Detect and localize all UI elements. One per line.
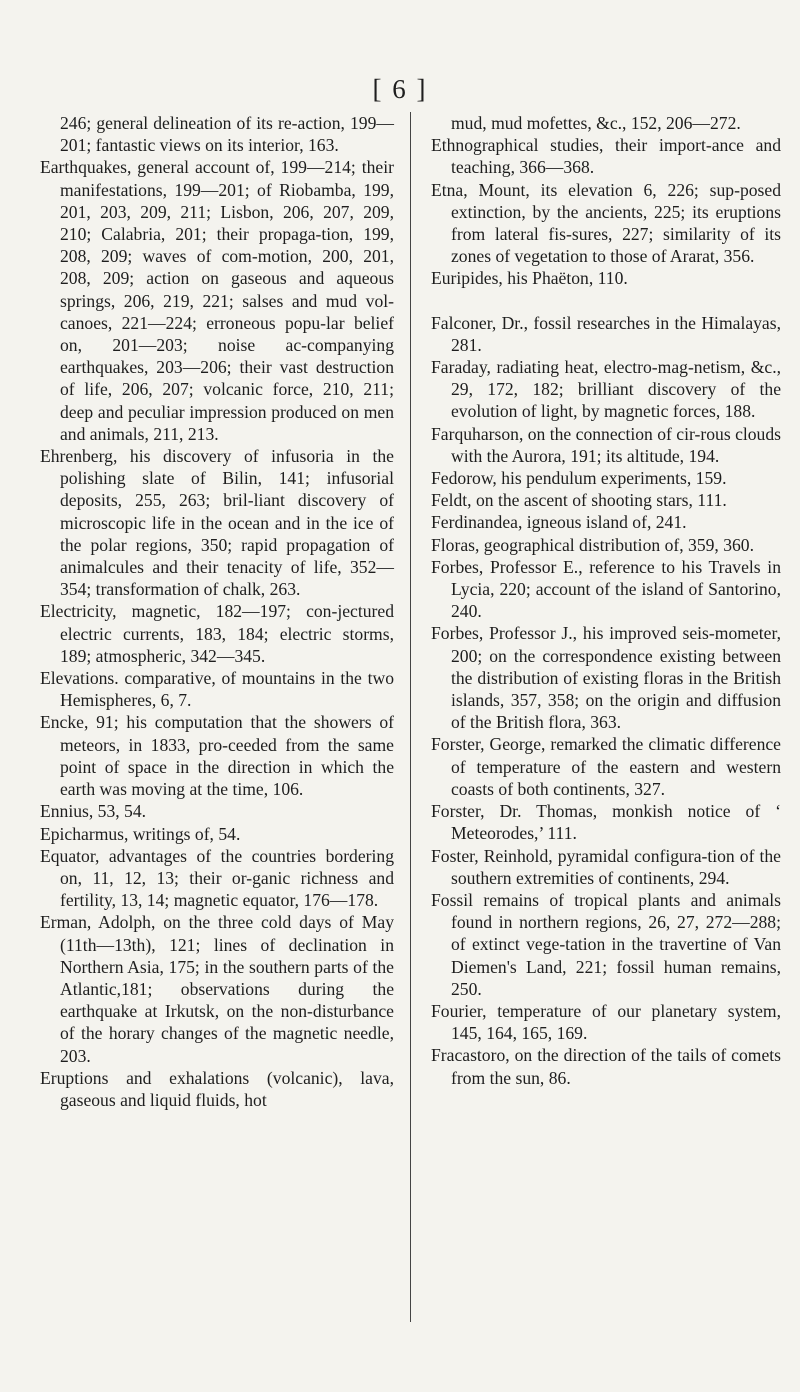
index-entry: Forster, George, remarked the climatic difference of temperature of the eastern and western coasts of both continents, 327.: [431, 734, 781, 799]
index-entry: mud, mud mofettes, &c., 152, 206—272.: [451, 113, 741, 133]
index-entry: Euripides, his Phaëton, 110.: [431, 268, 628, 289]
index-entry: Foster, Reinhold, pyramidal configura-tion of the southern extremities of continents, 294.: [431, 845, 781, 888]
index-entry: Ehrenberg, his discovery of infusoria in the polishing slate of Bilin, 141; infusorial deposits, 255, 263; bril-liant discovery of microscopic life in the ocean and in the ice of the polar regions, 350; rapid propagation of animalcules and their tenacity of life, 352—354; transformation of chalk, 263.: [40, 446, 394, 600]
index-entry: Epicharmus, writings of, 54.: [40, 823, 241, 844]
index-entry: Forbes, Professor E., reference to his Travels in Lycia, 220; account of the island of Santorino, 240.: [431, 556, 781, 622]
index-entry: Fedorow, his pendulum experiments, 159.: [431, 468, 727, 489]
index-entry: Earthquakes, general account of, 199—214; their manifestations, 199—201; of Riobamba, 199, 201, 203, 209, 211; Lisbon, 206, 207, 209, 210; Calabria, 201; their propaga-tion, 199, 208, 209; waves of com-motion, 200, 201, 208, 209; action on gaseous and aqueous springs, 206, 219, 221; salses and mud vol-canoes, 221—224; erroneous popu-lar belief on, 201—203; noise ac-companying earthquakes, 203—206; their vast destruction of life, 206, 207; volcanic force, 210, 211; deep and peculiar impression produced on men and animals, 211, 213.: [40, 157, 394, 444]
index-entry: Erman, Adolph, on the three cold days of May (11th—13th), 121; lines of declination in Northern Asia, 175; in the southern parts of the Atlantic,181; observations during the earthquake at Irkutsk, on the non-disturbance of the horary changes of the magnetic needle, 203.: [40, 912, 394, 1066]
index-entry: Falconer, Dr., fossil researches in the Himalayas, 281.: [431, 312, 781, 355]
index-entry: Ethnographical studies, their import-ance and teaching, 366—368.: [431, 135, 781, 178]
index-entry: Elevations. comparative, of mountains in the two Hemispheres, 6, 7.: [40, 668, 394, 711]
index-entry: Encke, 91; his computation that the showers of meteors, in 1833, pro-ceeded from the same point of space in the direction in which the earth was moving at the time, 106.: [40, 712, 394, 800]
index-entry: 246; general delineation of its re-action, 199—201; fantastic views on its interior, 163.: [60, 113, 394, 156]
index-entry: Equator, advantages of the countries bordering on, 11, 12, 13; their or-ganic richness and fertility, 13, 14; magnetic equator, 176—178.: [40, 845, 394, 911]
index-entry: Fossil remains of tropical plants and animals found in northern regions, 26, 27, 272—288; of extinct vege-tation in the travertine of Van Diemen's Land, 221; fossil human remains, 250.: [431, 889, 781, 999]
page-number-header: [ 6 ]: [372, 74, 428, 104]
index-entry: Electricity, magnetic, 182—197; con-jectured electric currents, 183, 184; electric storms, 189; atmospheric, 342—345.: [40, 601, 394, 666]
column-divider: [410, 112, 411, 1322]
index-entry: Ferdinandea, igneous island of, 241.: [431, 512, 687, 533]
index-entry: Ennius, 53, 54.: [40, 801, 147, 822]
right-column: [431, 112, 781, 1089]
index-entry: Fracastoro, on the direction of the tails of comets from the sun, 86.: [431, 1045, 781, 1088]
left-column: [40, 112, 394, 1111]
index-entry: Eruptions and exhalations (volcanic), lava, gaseous and liquid fluids, hot: [40, 1067, 394, 1110]
index-entry: Feldt, on the ascent of shooting stars, 111.: [431, 490, 727, 511]
index-entry: Faraday, radiating heat, electro-mag-netism, &c., 29, 172, 182; brilliant discovery of the evolution of light, by magnetic forces, 188.: [431, 357, 781, 422]
index-entry: Farquharson, on the connection of cir-rous clouds with the Aurora, 191; its altitude, 194.: [431, 423, 781, 466]
index-entry: Forster, Dr. Thomas, monkish notice of ‘ Meteorodes,’ 111.: [431, 801, 781, 844]
index-entry: Floras, geographical distribution of, 359, 360.: [431, 534, 754, 555]
index-entry: Etna, Mount, its elevation 6, 226; sup-posed extinction, by the ancients, 225; its eruptions from lateral fis-sures, 227; similarity of its zones of vegetation to those of Ararat, 356.: [431, 179, 781, 267]
index-entry: Fourier, temperature of our planetary system, 145, 164, 165, 169.: [431, 1000, 781, 1044]
index-entry: Forbes, Professor J., his improved seis-mometer, 200; on the correspondence existing between the distribution of existing floras in the British islands, 357, 358; on the origin and diffusion of the British flora, 363.: [431, 623, 781, 733]
